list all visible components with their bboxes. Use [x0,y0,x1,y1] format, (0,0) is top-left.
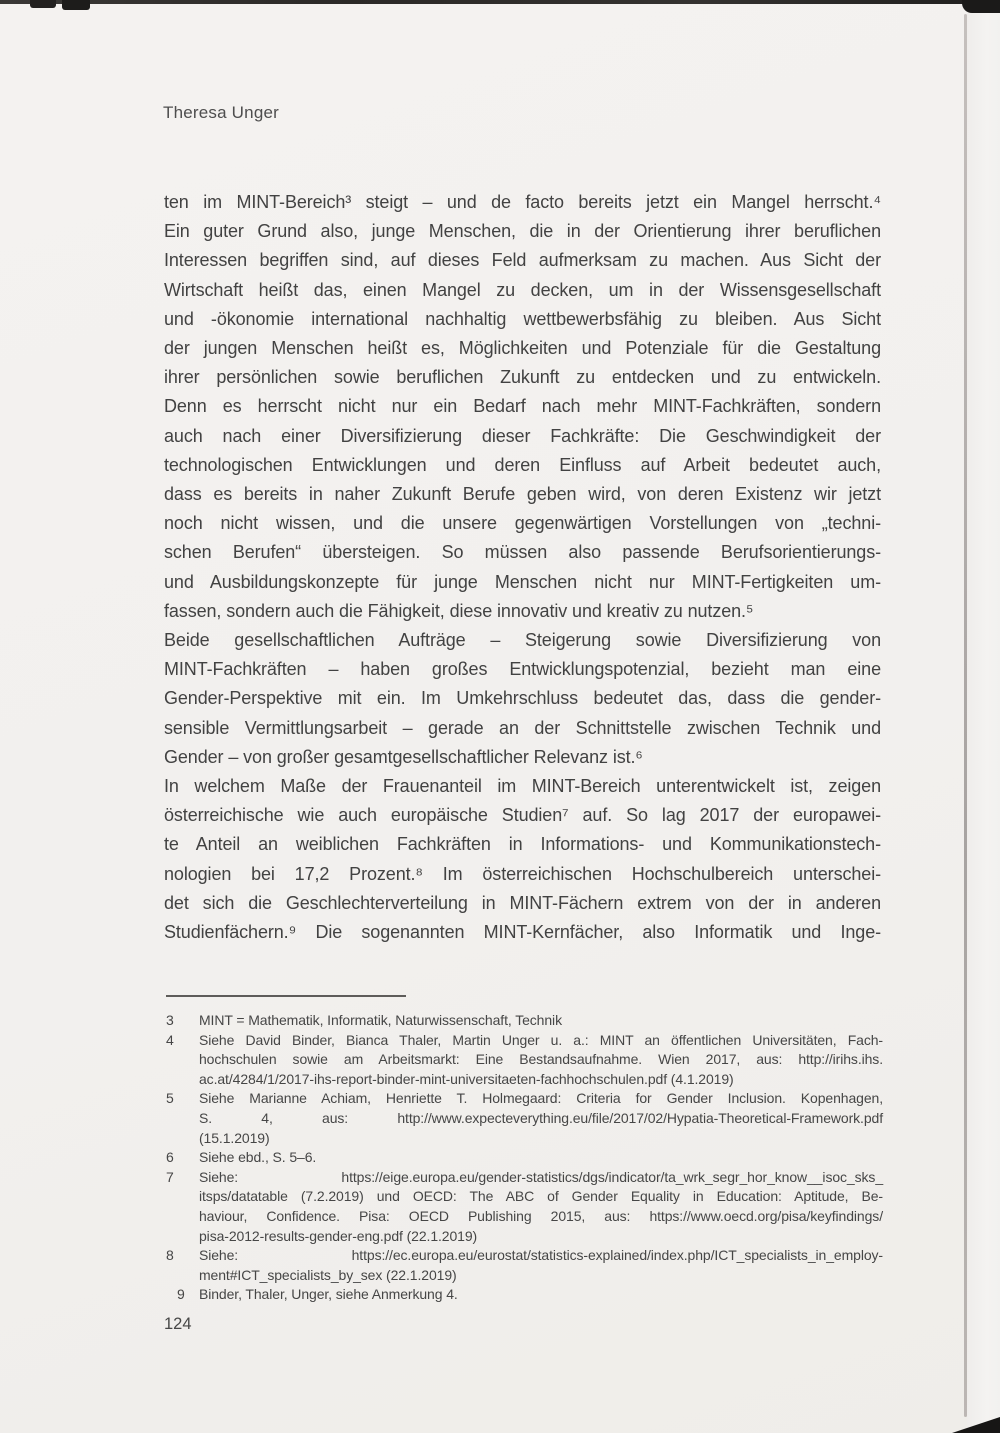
footnote-separator [166,995,406,997]
footnote-line: ac.at/4284/1/2017-ihs-report-binder-mint-universitaeten-fachhochschulen.pdf (4.1.2019) [199,1070,734,1087]
footnote-line: MINT = Mathematik, Informatik, Naturwissenschaft, Technik [199,1012,562,1028]
body-line: technologischen Entwicklungen und deren Einfluss auf Arbeit bedeutet auch, [164,454,881,475]
footnote-line: ment#ICT_specialists_by_sex (22.1.2019) [199,1266,457,1283]
body-line: det sich die Geschlechterverteilung in MINT-Fächern extrem von der in anderen [164,892,881,913]
header-author: Theresa Unger [163,103,279,122]
footnote-line: itsps/datatable (7.2.2019) und OECD: The ABC of Gender Equality in Education: Aptitude, Be- [199,1188,883,1205]
body-line: Wirtschaft heißt das, einen Mangel zu decken, um in der Wissensgesellschaft [164,279,881,300]
footnote-item [166,1285,883,1305]
body-line: dass es bereits in naher Zukunft Berufe geben wird, von deren Existenz wir jetzt [164,484,881,505]
body-line: MINT-Fachkräften – haben großes Entwicklungspotenzial, bezieht man eine [164,659,881,680]
footnote-line: Siehe Marianne Achiam, Henriette T. Holmegaard: Criteria for Gender Inclusion. Kopenhagen, [199,1090,883,1107]
body-line: Studienfächern.⁹ Die sogenannten MINT-Kernfächer, also Informatik und Inge- [164,922,881,943]
footnote-text [199,1089,883,1148]
body-line: österreichische wie auch europäische Studien⁷ auf. So lag 2017 der europawei- [164,805,881,826]
scan-mark-left-1 [30,0,56,8]
footnote-number: 6 [166,1149,174,1166]
scan-corner-top-right [962,0,1000,13]
footnote-line: S. 4, aus: http://www.expecteverything.eu/file/2017/02/Hypatia-Theoretical-Framework.pdf [199,1109,883,1126]
footnote-line: (15.1.2019) [199,1129,270,1146]
footnote-item [166,1011,883,1031]
footnote-number: 5 [166,1090,174,1107]
footnote-line: haviour, Confidence. Pisa: OECD Publishing 2015, aus: https://www.oecd.org/pisa/keyfindings/ [199,1207,883,1224]
body-line: ten im MINT-Bereich³ steigt – und de facto bereits jetzt ein Mangel herrscht.⁴ [164,192,881,212]
footnote-number: 3 [166,1012,174,1028]
footnote-item [166,1031,883,1090]
footnote-text [199,1246,883,1285]
footnote-line: hochschulen sowie am Arbeitsmarkt: Eine Bestandsaufnahme. Wien 2017, aus: http://irihs.ihs. [199,1051,883,1068]
footnote-item [166,1148,883,1168]
footnote-line: Siehe: https://ec.europa.eu/eurostat/statistics-explained/index.php/ICT_specialists_in_employ- [199,1247,883,1264]
body-line: und -ökonomie international nachhaltig wettbewerbsfähig zu bleiben. Aus Sicht [164,308,881,329]
footnote-number: 4 [166,1031,174,1048]
body-line: In welchem Maße der Frauenanteil im MINT-Bereich unterentwickelt ist, zeigen [164,776,881,797]
body-line: te Anteil an weiblichen Fachkräften in Informations- und Kommunikationstech- [164,834,881,855]
footnote-text [199,1011,883,1031]
body-line: schen Berufen“ übersteigen. So müssen also passende Berufsorientierungs- [164,542,881,563]
footnote-line: Siehe David Binder, Bianca Thaler, Martin Unger u. a.: MINT an öffentlichen Universitäten, Fach- [199,1031,883,1048]
footnotes [166,1011,883,1305]
footnote-text [199,1031,883,1090]
body-line: Interessen begriffen sind, auf dieses Feld aufmerksam zu machen. Aus Sicht der [164,250,881,271]
footnote-item [166,1168,883,1246]
body-line: und Ausbildungskonzepte für junge Menschen nicht nur MINT-Fertigkeiten um- [164,571,881,592]
footnote-text [199,1285,883,1305]
body-line: Gender-Perspektive mit ein. Im Umkehrschluss bedeutet das, dass die gender- [164,688,881,709]
footnote-line: pisa-2012-results-gender-eng.pdf (22.1.2019) [199,1227,478,1244]
body-line: nologien bei 17,2 Prozent.⁸ Im österreichischen Hochschulbereich unterschei- [164,863,881,884]
footnote-line: Siehe ebd., S. 5–6. [199,1149,317,1166]
footnote-text [199,1168,883,1246]
scan-mark-left-2 [62,0,90,10]
footnote-line: Siehe: https://eige.europa.eu/gender-statistics/dgs/indicator/ta_wrk_segr_hor_know__isoc_sks_ [199,1168,883,1185]
body-line: Denn es herrscht nicht nur ein Bedarf nach mehr MINT-Fachkräften, sondern [164,396,881,417]
body-line: Beide gesellschaftlichen Aufträge – Steigerung sowie Diversifizierung von [164,630,881,651]
body-line: Gender – von großer gesamtgesellschaftlicher Relevanz ist.⁶ [164,746,643,767]
footnote-text [199,1148,883,1168]
body-line: ihrer persönlichen sowie beruflichen Zukunft zu entdecken und zu entwickeln. [164,367,881,388]
body-line: fassen, sondern auch die Fähigkeit, diese innovativ und kreativ zu nutzen.⁵ [164,600,754,621]
body-line: der jungen Menschen heißt es, Möglichkeiten und Potenziale für die Gestaltung [164,338,881,359]
page-fold-line [964,14,967,1417]
body-text [164,188,881,947]
body-line: auch nach einer Diversifizierung dieser Fachkräfte: Die Geschwindigkeit der [164,425,881,446]
body-line: noch nicht wissen, und die unsere gegenwärtigen Vorstellungen von „techni- [164,513,881,534]
footnote-line: Binder, Thaler, Unger, siehe Anmerkung 4. [199,1286,458,1303]
body-line: sensible Vermittlungsarbeit – gerade an der Schnittstelle zwischen Technik und [164,717,881,738]
footnote-item [166,1246,883,1285]
footnote-number: 9 [177,1286,185,1303]
footnote-item [166,1089,883,1148]
page-number: 124 [164,1315,192,1333]
body-line: Ein guter Grund also, junge Menschen, die in der Orientierung ihrer beruflichen [164,221,881,242]
footnote-number: 8 [166,1247,174,1264]
page-edge-strip [967,4,1000,1433]
scan-top-bar [0,0,1000,4]
footnote-number: 7 [166,1168,174,1185]
